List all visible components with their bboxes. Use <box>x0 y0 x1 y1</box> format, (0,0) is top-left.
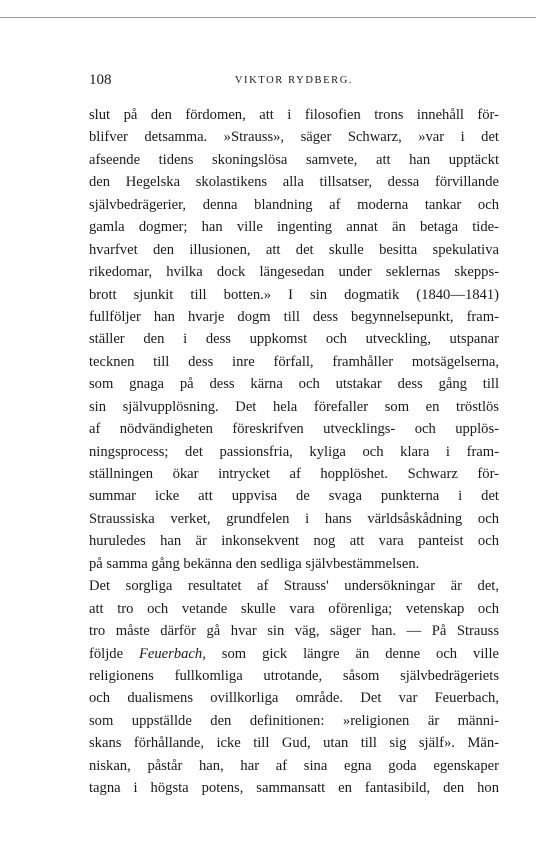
text-line: självbedrägerier, denna blandning af moderna tankar och <box>89 196 499 213</box>
text-line: på samma gång bekänna den sedliga självbestämmelsen. <box>89 555 420 572</box>
text-line: religionens fullkomliga utrotande, såsom självbedrägeriets <box>89 667 499 684</box>
text-line: brott sjunkit till botten.» I sin dogmatik (1840—1841) <box>89 286 499 303</box>
text-line: som uppställde den definitionen: »religionen är männi- <box>89 712 499 729</box>
page-header <box>89 71 499 93</box>
text-line: den Hegelska skolastikens alla tillsatser, dessa förvillande <box>89 174 499 191</box>
text-line-with-italic <box>89 643 499 665</box>
text-line: att tro och vetande skulle vara oförenliga; vetenskap och <box>89 600 499 617</box>
text-line: slut på den fördomen, att i filosofien trons innehåll för- <box>89 107 499 123</box>
text-line: Det sorgliga resultatet af Strauss' undersökningar är det, <box>89 578 499 595</box>
text-line: ställningen ökar intrycket af hopplöshet. Schwarz för- <box>89 466 499 482</box>
text-line: af nödvändigheten föreskrifven utvecklings- och upplös- <box>89 421 499 438</box>
text-line: tecknen till dess inre förfall, framhåller motsägelserna, <box>89 353 499 370</box>
text-line: niskan, påstår han, har af sina egna goda egenskaper <box>89 757 499 774</box>
text-line: hvarfvet den illusionen, att det skulle besitta spekulativa <box>89 241 499 258</box>
text-line: rikedomar, hvilka dock längesedan under seklernas skepps- <box>89 264 499 281</box>
text-line: fullföljer han hvarje dogm till dess begynnelsepunkt, fram- <box>89 308 499 325</box>
text-line: summar icke att uppvisa de svaga punkterna i det <box>89 488 499 505</box>
top-rule <box>0 17 536 18</box>
text-line: Straussiska verket, grundfelen i hans världsåskådning och <box>89 510 499 527</box>
line-segment: följde <box>89 645 139 662</box>
running-head: VIKTOR RYDBERG. <box>234 75 354 86</box>
text-line: som gnaga på dess kärna och utstakar dess gång till <box>89 376 499 393</box>
body-text <box>89 104 499 800</box>
text-line: och dualismens ovillkorliga område. Det var Feuerbach, <box>89 690 499 707</box>
text-line: blifver detsamma. »Strauss», säger Schwarz, »var i det <box>89 129 499 146</box>
text-line: ningsprocess; det passionsfria, kyliga och klara i fram- <box>89 443 499 460</box>
page-number: 108 <box>89 72 112 88</box>
italic-name: Feuerbach, <box>138 645 206 662</box>
line-segment: som gick längre än denne och ville <box>205 645 499 662</box>
text-line: tagna i högsta potens, sammansatt en fantasibild, den hon <box>89 780 499 797</box>
text-line: afseende tidens skoningslösa samvete, att han upptäckt <box>89 151 499 168</box>
text-line: ställer den i dess uppkomst och utveckling, utspanar <box>89 331 499 348</box>
text-line: gamla dogmer; han ville ingenting annat än betaga tide- <box>89 219 499 236</box>
text-line: huruledes han är inkonsekvent nog att vara panteist och <box>89 533 499 550</box>
text-line: skans förhållande, icke till Gud, utan till sig själf». Män- <box>89 735 499 752</box>
text-line: sin självupplösning. Det hela förefaller som en tröstlös <box>89 398 499 415</box>
text-line: tro måste därför gå hvar sin väg, säger han. — På Strauss <box>89 623 499 640</box>
